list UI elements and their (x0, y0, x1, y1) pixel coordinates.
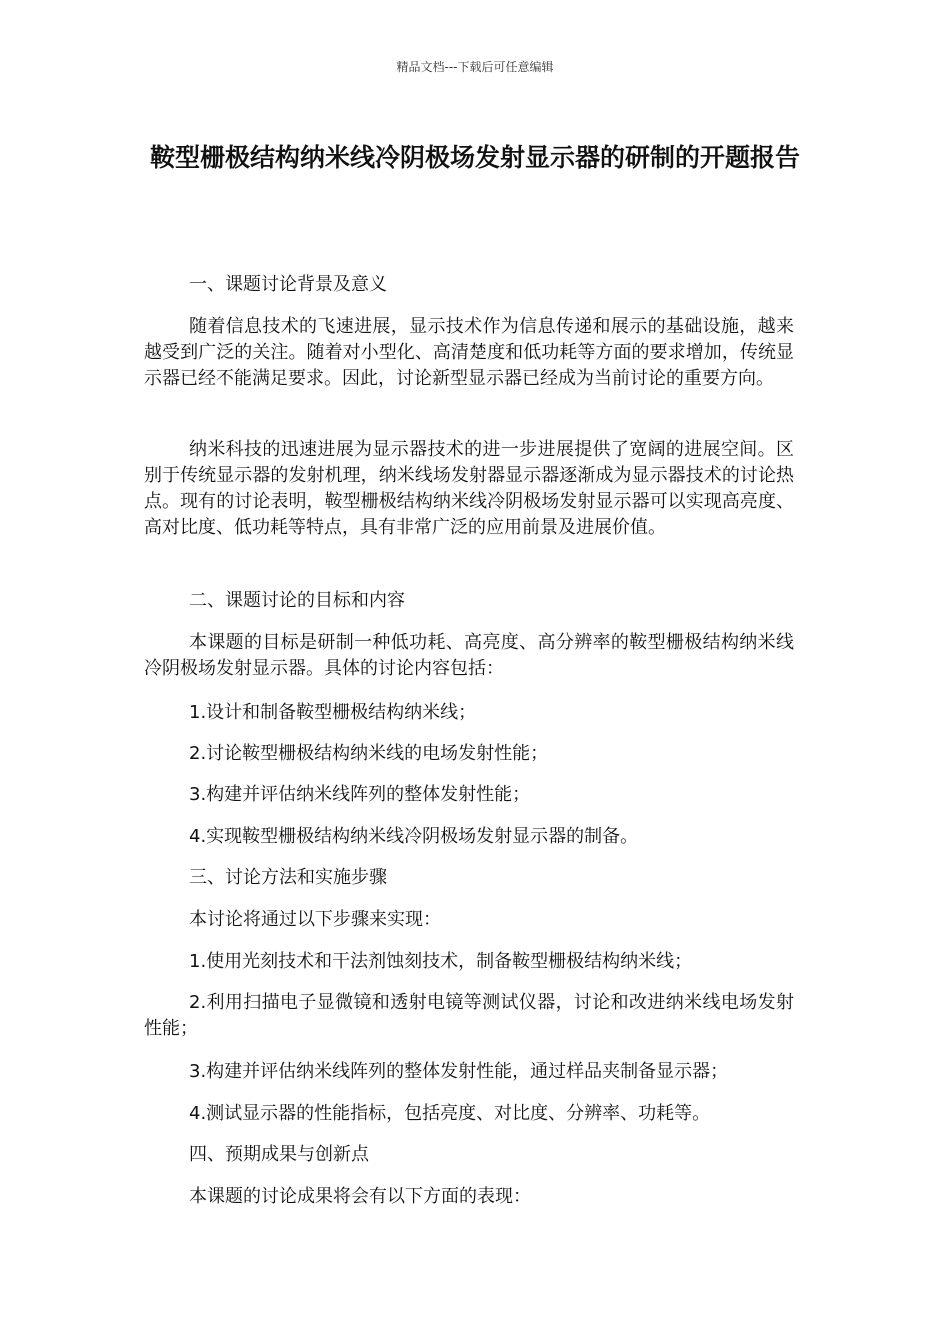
list-item-content-2: 2.讨论鞍型栅极结构纳米线的电场发射性能； (189, 743, 549, 764)
section-heading-3: 三、讨论方法和实施步骤 (189, 867, 387, 888)
paragraph-background-2: 纳米科技的迅速进展为显示器技术的进一步进展提供了宽阔的进展空间。区别于传统显示器的发射机理，纳米线场发射器显示器逐渐成为显示器技术的讨论热点。现有的讨论表明，鞍型栅极结构纳米线冷阴极场发射显示器可以实现高亮度、高对比度、低功耗等特点，具有非常广泛的应用前景及进展价值。 (144, 439, 794, 538)
paragraph-methods-intro: 本讨论将通过以下步骤来实现： (189, 909, 441, 930)
paragraph-outcomes-intro: 本课题的讨论成果将会有以下方面的表现： (189, 1186, 531, 1207)
list-item-step-2: 2.利用扫描电子显微镜和透射电镜等测试仪器，讨论和改进纳米线电场发射性能； (144, 992, 794, 1039)
section-heading-4: 四、预期成果与创新点 (189, 1144, 369, 1165)
paragraph-background-1: 随着信息技术的飞速进展，显示技术作为信息传递和展示的基础设施，越来越受到广泛的关注。随着对小型化、高清楚度和低功耗等方面的要求增加，传统显示器已经不能满足要求。因此，讨论新型显示器已经成为当前讨论的重要方向。 (144, 316, 794, 389)
list-item-step-1: 1.使用光刻技术和干法剂蚀刻技术，制备鞍型栅极结构纳米线； (189, 951, 693, 972)
section-heading-1: 一、课题讨论背景及意义 (189, 274, 387, 295)
list-item-content-1: 1.设计和制备鞍型栅极结构纳米线； (189, 702, 477, 723)
document-title: 鞍型栅极结构纳米线冷阴极场发射显示器的研制的开题报告 (149, 143, 800, 172)
paragraph-objectives: 本课题的目标是研制一种低功耗、高亮度、高分辨率的鞍型栅极结构纳米线冷阴极场发射显示器。具体的讨论内容包括： (144, 632, 794, 679)
header-note: 精品文档---下载后可任意编辑 (396, 60, 554, 74)
list-item-content-3: 3.构建并评估纳米线阵列的整体发射性能； (189, 784, 531, 805)
list-item-step-4: 4.测试显示器的性能指标，包括亮度、对比度、分辨率、功耗等。 (189, 1103, 711, 1124)
section-heading-2: 二、课题讨论的目标和内容 (189, 590, 405, 611)
list-item-step-3: 3.构建并评估纳米线阵列的整体发射性能，通过样品夹制备显示器； (189, 1061, 729, 1082)
list-item-content-4: 4.实现鞍型栅极结构纳米线冷阴极场发射显示器的制备。 (189, 826, 639, 847)
